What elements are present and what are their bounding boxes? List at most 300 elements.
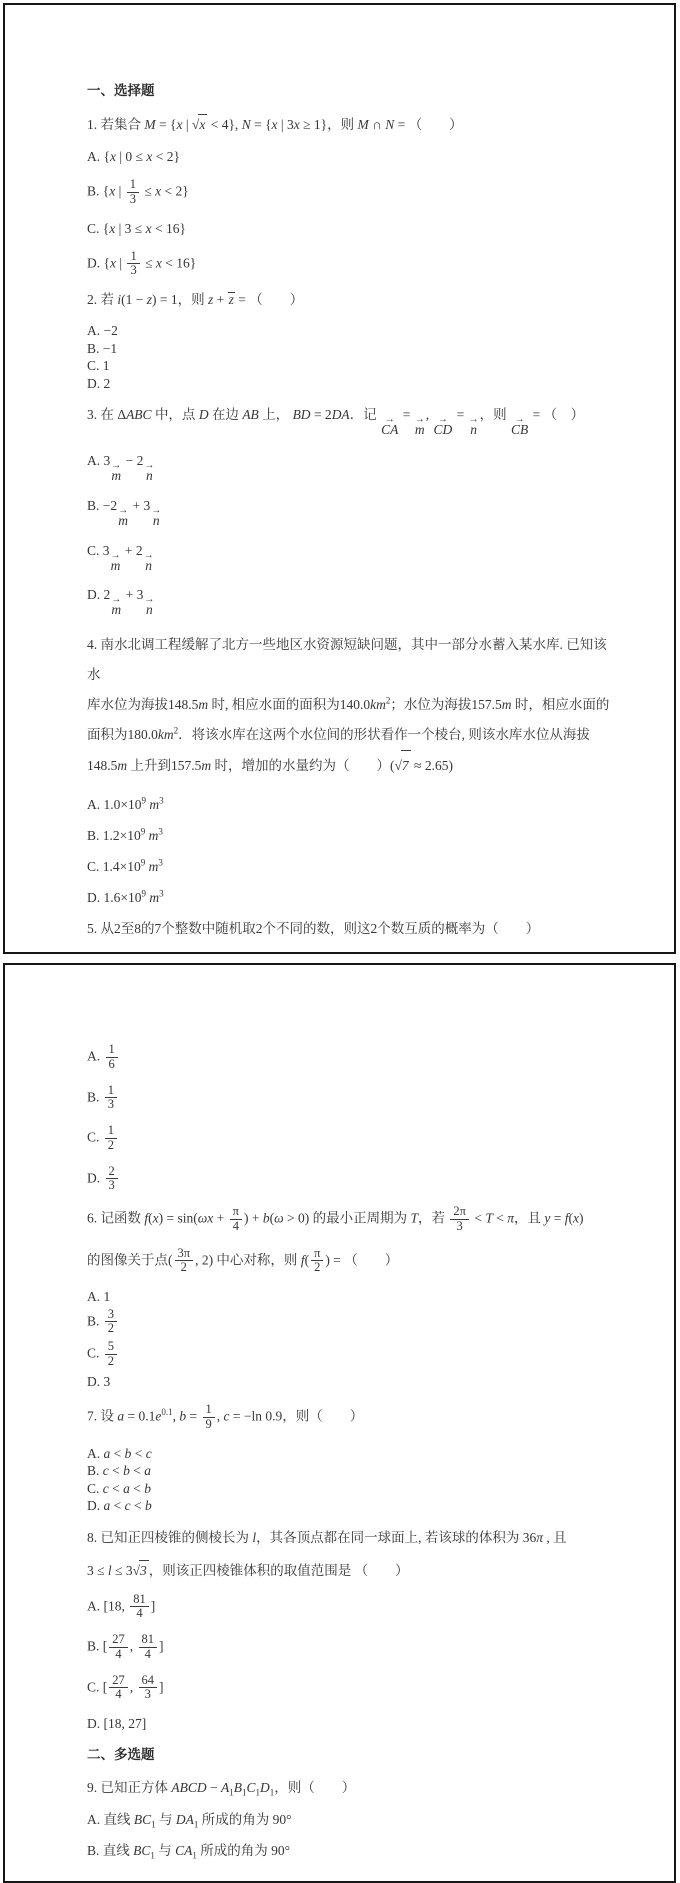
text: D. 3	[87, 1373, 111, 1389]
math-text: N	[241, 117, 251, 132]
math-text: T	[410, 1210, 418, 1226]
option-line	[87, 1124, 616, 1153]
subscript: 1	[150, 1850, 155, 1861]
text: 与	[154, 1843, 176, 1858]
superscript: 0.1	[161, 1406, 173, 1417]
text: <	[129, 1480, 145, 1496]
fraction-numerator: π	[230, 1205, 242, 1220]
text: 5. 从2至8的7个整数中随机取2个不同的数，则这2个数互质的概率为（ ）	[87, 921, 540, 937]
text: = 0.1	[124, 1408, 156, 1424]
text: (	[304, 1251, 310, 1267]
text: A. 1.0×10	[87, 797, 142, 813]
text: |	[115, 183, 125, 199]
text: 面积为180.0	[87, 727, 158, 743]
conjugate-bar: z	[228, 292, 234, 307]
text: A. 直线	[87, 1812, 134, 1827]
text: , 2) 中心对称，则	[195, 1251, 301, 1267]
question-paragraph-line	[87, 750, 616, 781]
math-text: f	[300, 1251, 305, 1267]
option-line	[87, 888, 616, 907]
math-text: b	[123, 1463, 130, 1478]
vector-name: m	[111, 602, 122, 618]
fraction	[109, 1674, 128, 1703]
fraction	[139, 1674, 158, 1703]
fraction-denominator: 4	[144, 1646, 151, 1661]
subscript: 1	[193, 1819, 199, 1830]
vector-arrow-icon: →	[111, 459, 122, 471]
text: 与	[155, 1812, 176, 1827]
text: <	[130, 1498, 145, 1513]
fraction-denominator: 3	[107, 1097, 115, 1112]
radical-icon: √	[191, 117, 199, 132]
text: =	[453, 407, 468, 422]
vector-arrow-icon: →	[384, 414, 395, 425]
vector	[110, 549, 121, 574]
math-text: x	[145, 220, 152, 236]
option-line	[87, 541, 616, 574]
subscript: 1	[242, 1787, 247, 1798]
text: C. [	[87, 1678, 108, 1694]
square-root	[192, 114, 207, 134]
radicand: 7	[401, 750, 411, 781]
text: ；水位为海拔157.5	[390, 697, 502, 713]
text: = 2	[310, 407, 332, 422]
option-line	[87, 1288, 616, 1306]
math-text: z	[208, 292, 214, 307]
fraction	[127, 250, 139, 279]
text: =	[399, 407, 414, 422]
question-line	[87, 1247, 616, 1276]
text: D. 1.6×10	[87, 890, 142, 906]
page-2	[3, 963, 676, 1883]
math-text: m	[201, 758, 212, 774]
text: B.	[87, 1088, 103, 1104]
text: < 16}	[161, 254, 197, 270]
subscript: 1	[151, 1819, 156, 1830]
vector-name: CB	[510, 422, 529, 437]
text: A. −2	[87, 323, 118, 338]
fraction-numerator: 2	[106, 1165, 118, 1180]
fraction-denominator: 4	[136, 1606, 143, 1621]
text: D.	[87, 1169, 104, 1185]
page-2-content	[5, 965, 674, 1860]
math-text: l	[107, 1562, 112, 1578]
fraction-numerator: 64	[139, 1674, 158, 1689]
math-text: x	[293, 117, 300, 132]
option-line	[87, 826, 616, 845]
option-line	[87, 496, 616, 529]
fraction	[311, 1247, 323, 1276]
question-paragraph-line	[87, 690, 616, 720]
math-text: e	[155, 1408, 162, 1424]
math-text: ABC	[126, 407, 152, 422]
vector-arrow-icon: →	[437, 414, 448, 425]
math-text: c	[145, 1445, 152, 1461]
superscript: 9	[141, 888, 146, 899]
text: = −ln 0.9，则（ ）	[229, 1408, 364, 1424]
math-text: f	[564, 1210, 569, 1226]
fraction-numerator: 2π	[450, 1205, 469, 1220]
text: 上升到157.5	[127, 758, 202, 774]
text: = {	[155, 117, 177, 132]
text: ,	[129, 1638, 137, 1654]
text: A. [18,	[87, 1597, 129, 1613]
superscript: 3	[158, 826, 163, 837]
fraction-denominator: 2	[180, 1260, 187, 1275]
math-text: DA	[175, 1812, 194, 1827]
text: 9. 已知正方体	[87, 1780, 172, 1795]
text: 中，点	[151, 407, 199, 422]
vector	[433, 416, 452, 438]
math-text: x	[109, 254, 116, 270]
fraction	[203, 1403, 215, 1432]
text: (	[148, 1210, 153, 1226]
vector-name: CD	[433, 422, 453, 437]
text: ．记	[349, 407, 381, 422]
option-line	[87, 1308, 616, 1337]
text: <	[110, 1445, 125, 1461]
math-text: b	[262, 1210, 270, 1226]
text: <	[470, 1210, 486, 1226]
question-paragraph-line	[87, 720, 616, 750]
math-text: c	[124, 1498, 131, 1513]
text: <	[108, 1463, 124, 1478]
page-1	[3, 3, 676, 954]
option-line	[87, 1084, 616, 1113]
text: 1. 若集合	[87, 117, 145, 132]
fraction-numerator: 1	[106, 1043, 118, 1058]
option-line	[87, 1714, 616, 1733]
math-text: π	[507, 1210, 514, 1226]
math-text: a	[103, 1498, 111, 1513]
fraction-denominator: 3	[129, 191, 136, 206]
vector-arrow-icon: →	[110, 549, 121, 561]
text: 7. 设	[87, 1408, 118, 1424]
text: = （ ）	[234, 292, 304, 307]
text: C.	[87, 1129, 103, 1145]
question-line	[87, 1560, 616, 1580]
math-text: x	[146, 149, 153, 164]
text: | 3 ≤	[115, 220, 146, 236]
text: < 16}	[151, 220, 186, 236]
text: A. 3	[87, 452, 111, 468]
text: ,	[129, 1678, 137, 1694]
fraction-numerator: 3π	[175, 1247, 194, 1262]
question-line	[87, 1205, 616, 1234]
text: = {	[250, 117, 272, 132]
vector-name: m	[110, 557, 121, 573]
text: A. {	[87, 149, 110, 164]
text: ≈ 2.65)	[410, 758, 453, 774]
text: <	[108, 1480, 124, 1496]
math-text: N	[385, 117, 395, 132]
fraction-denominator: 4	[115, 1687, 122, 1702]
vector-arrow-icon: →	[144, 594, 155, 606]
fraction-denominator: 6	[108, 1056, 115, 1071]
text: ，若	[418, 1210, 449, 1226]
vector-arrow-icon: →	[144, 459, 155, 471]
text: <	[129, 1463, 145, 1478]
fraction	[105, 1308, 117, 1337]
text: 8. 已知正四棱锥的侧棱长为	[87, 1529, 253, 1545]
math-text: BC	[133, 1843, 151, 1858]
vector	[151, 504, 162, 529]
vector-name: m	[111, 467, 122, 483]
radicand: 3	[139, 1560, 149, 1580]
square-root	[395, 750, 411, 781]
text: < 2}	[161, 183, 189, 199]
text: B.	[87, 1463, 103, 1478]
text: 所成的角为 90°	[196, 1843, 291, 1858]
option-line	[87, 1340, 616, 1369]
text: + 2	[121, 542, 143, 558]
math-text: ωx	[197, 1210, 214, 1226]
math-text: m	[501, 697, 512, 713]
text: C.	[87, 1480, 103, 1496]
text: 3 ≤	[87, 1562, 108, 1578]
option-line	[87, 1480, 616, 1498]
text: )	[578, 1210, 584, 1226]
vector-arrow-icon: →	[111, 594, 122, 606]
vector	[144, 459, 155, 484]
subscript: 1	[255, 1787, 261, 1798]
text: C. 1.4×10	[87, 859, 141, 875]
question-line	[87, 1778, 616, 1797]
subscript: 1	[229, 1787, 234, 1798]
math-text: A	[221, 1780, 230, 1795]
vector	[144, 596, 154, 618]
option-line	[87, 1633, 616, 1662]
math-text: m	[148, 828, 159, 844]
vector-arrow-icon: →	[468, 414, 479, 425]
fraction	[130, 1593, 149, 1622]
text: B. −1	[87, 340, 118, 356]
fraction-denominator: 2	[107, 1321, 115, 1336]
option-line	[87, 219, 616, 238]
math-text: a	[123, 1480, 130, 1496]
vector-name: m	[118, 512, 128, 528]
math-text: b	[124, 1445, 132, 1461]
fraction	[106, 1165, 118, 1194]
page-1-content	[5, 5, 674, 938]
option-line	[87, 1810, 616, 1829]
math-text: m	[117, 758, 128, 774]
math-text: CA	[175, 1843, 193, 1858]
option-line	[87, 1165, 616, 1194]
math-text: x	[152, 1210, 159, 1226]
option-line	[87, 357, 616, 375]
math-text: x	[155, 183, 162, 199]
option-line	[87, 795, 616, 814]
fraction-denominator: 3	[456, 1218, 463, 1233]
text: − 2	[122, 452, 144, 468]
text: = （ ）	[394, 117, 463, 132]
vector-arrow-icon: →	[118, 504, 129, 516]
text: =	[550, 1210, 565, 1226]
text: B. 直线	[87, 1843, 134, 1858]
math-text: BD	[292, 407, 311, 422]
math-text: m	[148, 859, 159, 875]
fraction-numerator: 81	[130, 1593, 149, 1608]
text: | 3	[277, 117, 294, 132]
option-line	[87, 1497, 616, 1515]
text: , 且	[543, 1529, 567, 1545]
fraction-denominator: 3	[144, 1687, 151, 1702]
text: 2. 若	[87, 292, 118, 307]
text: C. 3	[87, 542, 110, 558]
text: 库水位为海拔148.5	[87, 697, 199, 713]
fraction-numerator: 3	[105, 1308, 117, 1323]
text: 所成的角为 90°	[198, 1812, 292, 1827]
text: ≥ 1}，则	[299, 117, 358, 132]
fraction	[105, 1340, 117, 1369]
superscript: 2	[173, 725, 179, 736]
math-text: T	[485, 1210, 493, 1226]
math-text: DA	[331, 407, 350, 422]
fraction-denominator: 2	[314, 1260, 321, 1275]
fraction-numerator: 27	[109, 1674, 128, 1689]
fraction	[230, 1205, 242, 1234]
text: |	[115, 254, 126, 270]
fraction-denominator: 3	[130, 263, 137, 278]
subscript: 1	[192, 1850, 197, 1861]
vector	[415, 416, 425, 438]
math-text: x	[572, 1210, 579, 1226]
option-line	[87, 1462, 616, 1480]
text: +	[213, 1210, 228, 1226]
text: ，则	[479, 407, 510, 422]
text: D. [18, 27]	[87, 1716, 147, 1731]
fraction-numerator: π	[311, 1247, 323, 1262]
option-line	[87, 857, 616, 876]
fraction	[105, 1124, 117, 1153]
math-text: x	[155, 254, 162, 270]
text: 148.5	[87, 758, 118, 774]
vector	[143, 549, 154, 574]
text: 6. 记函数	[87, 1210, 145, 1226]
fraction	[109, 1633, 128, 1662]
superscript: 3	[159, 888, 164, 899]
text: ,	[425, 407, 433, 422]
fraction	[139, 1633, 158, 1662]
text: C. {	[87, 220, 110, 236]
math-text: π	[536, 1529, 544, 1545]
text: > 0) 的最小正周期为	[283, 1210, 411, 1226]
vector	[381, 416, 398, 438]
option-line	[87, 585, 616, 618]
text: + 3	[129, 497, 151, 513]
vector-name: n	[145, 557, 153, 573]
text: ]	[150, 1597, 156, 1613]
option-line	[87, 1674, 616, 1703]
fraction-denominator: 4	[232, 1218, 239, 1233]
vector-name: CA	[381, 422, 399, 437]
text: ,	[216, 1408, 224, 1424]
text: B. {	[87, 183, 110, 199]
text: (	[269, 1210, 275, 1226]
text: ≤ 3	[111, 1562, 133, 1578]
math-text: c	[223, 1408, 230, 1424]
text: ]	[159, 1678, 164, 1694]
text: < 2}	[152, 149, 180, 164]
question-line	[87, 1528, 616, 1547]
vector	[511, 416, 528, 438]
fraction-denominator: 3	[108, 1178, 115, 1193]
vector	[469, 416, 479, 438]
math-text: c	[102, 1463, 109, 1478]
text: =	[186, 1408, 201, 1424]
text: C.	[87, 1345, 103, 1361]
question-line	[87, 919, 616, 938]
radical-icon: √	[394, 758, 401, 774]
option-line	[87, 340, 616, 358]
vector	[111, 459, 122, 484]
radical-icon: √	[132, 1562, 140, 1578]
option-line	[87, 1373, 616, 1391]
math-text: b	[145, 1498, 152, 1513]
question-line	[87, 405, 616, 438]
question-line	[87, 290, 616, 309]
math-text: b	[179, 1408, 187, 1424]
text: +	[213, 292, 228, 307]
radicand: x	[198, 114, 207, 134]
math-text: B	[233, 1780, 242, 1795]
superscript: 9	[140, 826, 146, 837]
math-text: BC	[133, 1812, 152, 1827]
question-line	[87, 114, 616, 134]
text: 二、多选题	[87, 1747, 155, 1762]
math-text: l	[252, 1529, 257, 1545]
text: ，则（ ）	[274, 1780, 356, 1795]
option-line	[87, 147, 616, 166]
text: < 4},	[207, 117, 242, 132]
fraction	[175, 1247, 194, 1276]
math-text: m	[149, 797, 160, 813]
math-text: x	[109, 183, 116, 199]
math-text: y	[544, 1210, 551, 1226]
math-text: M	[357, 117, 369, 132]
text: ，则该正四棱锥体积的取值范围是 （ ）	[148, 1562, 409, 1578]
text: 时，相应水面的	[511, 697, 610, 713]
text: 时, 相应水面的面积为140.0	[208, 697, 371, 713]
math-text: i	[117, 292, 122, 307]
math-text: ABCD	[171, 1780, 207, 1795]
math-text: a	[103, 1445, 111, 1461]
question-paragraph-line	[87, 630, 616, 690]
text: ．将该水库在这两个水位间的形状看作一个棱台, 则该水库水位从海拔	[178, 727, 590, 743]
text: 在边	[208, 407, 243, 422]
text: ，且	[513, 1210, 545, 1226]
math-text: f	[144, 1210, 149, 1226]
text: ≤	[141, 254, 156, 270]
text: 4. 南水北调工程缓解了北方一些地区水资源短缺问题，其中一部分水蓄入某水库. 已知该水	[87, 637, 607, 683]
text: A.	[87, 1048, 104, 1064]
fraction-denominator: 2	[107, 1137, 115, 1152]
vector-arrow-icon: →	[414, 414, 425, 425]
option-line	[87, 250, 616, 279]
subscript: 1	[269, 1787, 275, 1798]
text: D. 2	[87, 587, 111, 603]
text: ∩	[368, 117, 386, 132]
option-line	[87, 1445, 616, 1463]
text: 3. 在 Δ	[87, 407, 127, 422]
text: (	[568, 1210, 573, 1226]
fraction-numerator: 1	[127, 178, 139, 193]
text: B.	[87, 1312, 103, 1328]
option-line	[87, 322, 616, 340]
section-heading	[87, 81, 616, 100]
superscript: 9	[141, 795, 146, 806]
